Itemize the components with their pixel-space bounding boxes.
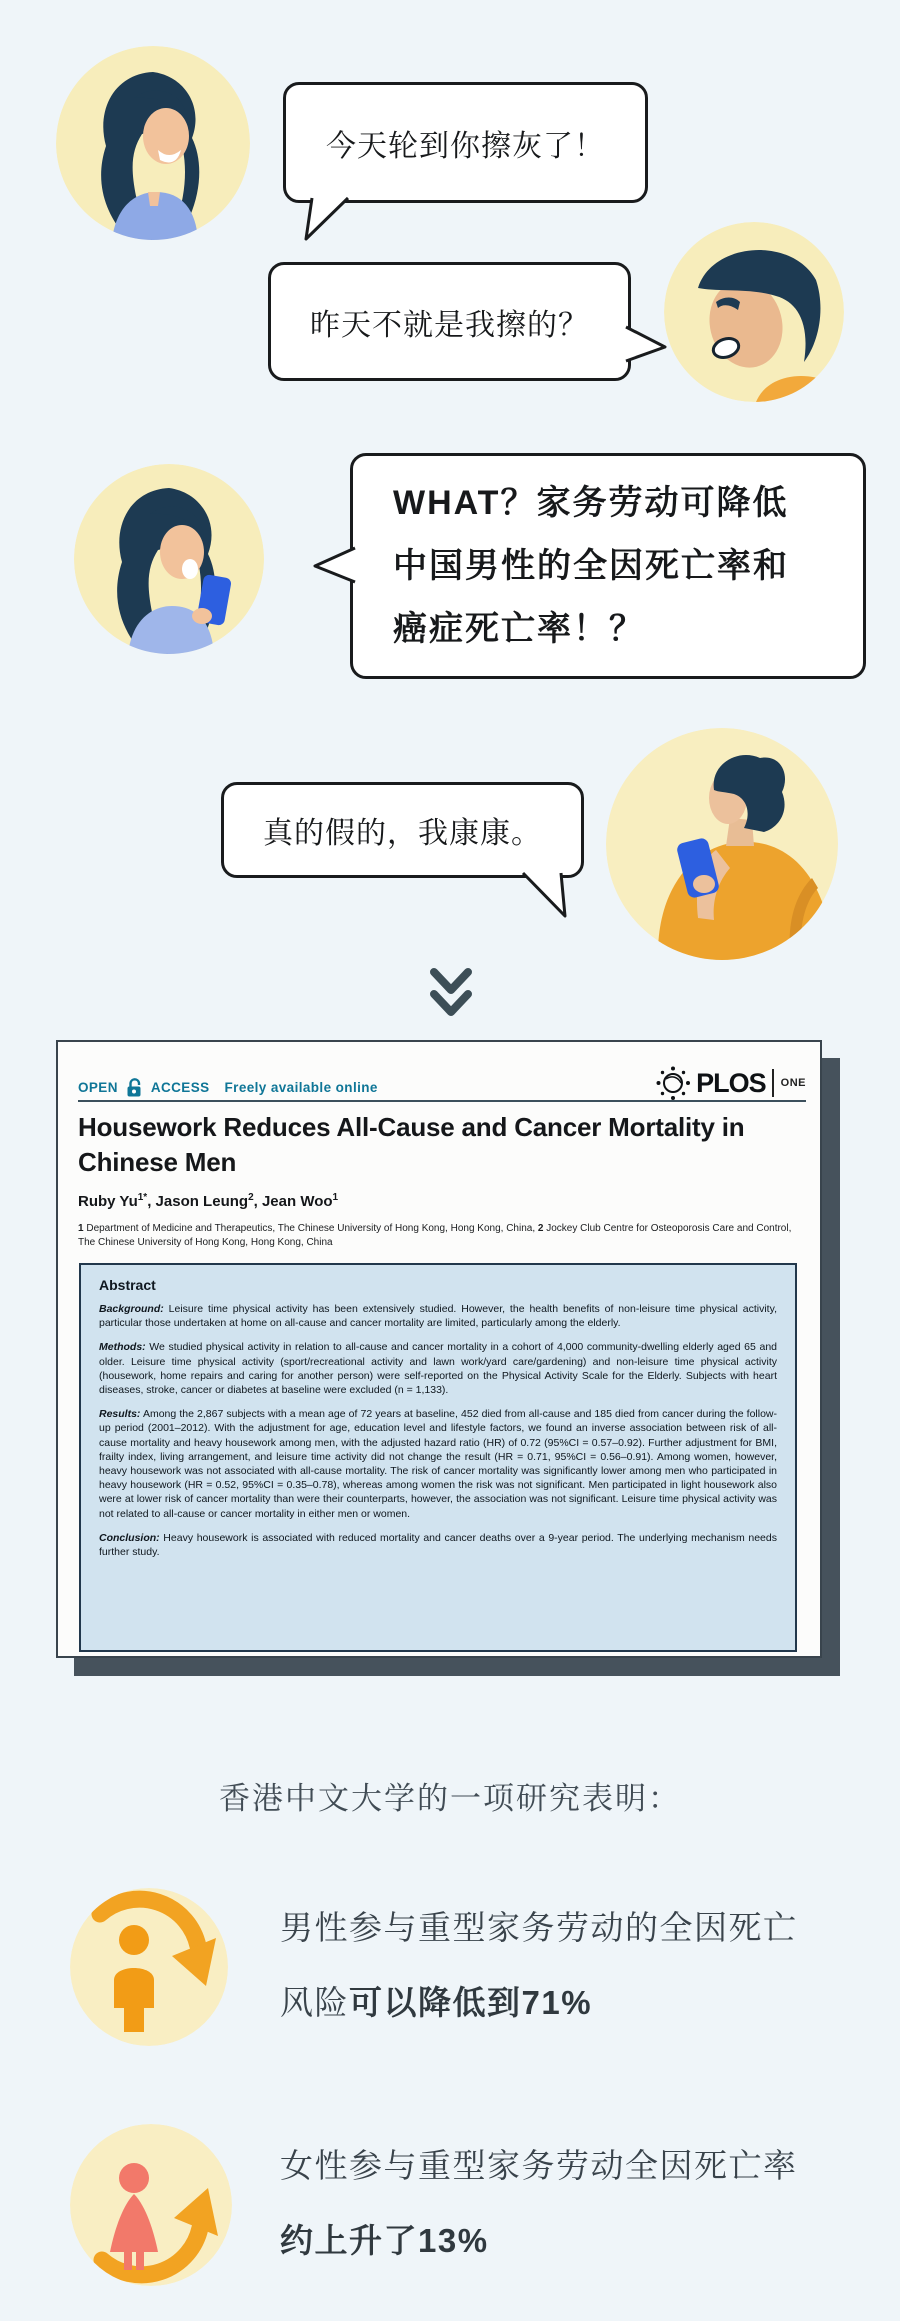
- abstract-box: [79, 1263, 797, 1652]
- stat-women-line-2-bold: 约上升了13%: [280, 2222, 489, 2259]
- bubble-1-tail: [304, 196, 350, 242]
- stat-women-line-2: [280, 2203, 870, 2278]
- affiliation-1-text: Department of Medicine and Therapeutics, The Chinese University of Hong Kong, Hong Kong, China,: [83, 1223, 538, 1234]
- findings-heading: 香港中文大学的一项研究表明：: [219, 1781, 681, 1816]
- plos-wordmark: PLOS: [696, 1067, 766, 1098]
- man-avatar: [664, 222, 844, 402]
- chat-bubble-2: [268, 262, 631, 381]
- author-1: Ruby Yu: [78, 1193, 138, 1210]
- man-phone-avatar: [606, 728, 838, 960]
- author-3-sup: 1: [332, 1192, 339, 1203]
- author-1-sup: 1*: [137, 1192, 148, 1203]
- paper-title-line-1: Housework Reduces All-Cause and Cancer Mortality in: [78, 1112, 745, 1142]
- woman-phone-illustration: [74, 464, 264, 654]
- abstract-heading: Abstract: [99, 1277, 156, 1293]
- background-label: Background:: [99, 1303, 164, 1315]
- author-2: , Jason Leung: [147, 1193, 249, 1210]
- stat-women: [280, 2128, 870, 2278]
- affiliation-2-number: 2: [537, 1223, 544, 1234]
- conclusion-label: Conclusion:: [99, 1531, 160, 1544]
- bubble-3-line-1: WHAT？家务劳动可降低: [393, 483, 789, 522]
- bubble-4-tail: [517, 871, 569, 919]
- affiliation-1-number: 1: [78, 1223, 84, 1234]
- bubble-4-text: 真的假的，我康康。: [263, 817, 542, 850]
- paper-card: [56, 1040, 822, 1658]
- author-3: , Jean Woo: [253, 1193, 333, 1210]
- stat-women-line-1: 女性参与重型家务劳动全因死亡率: [280, 2147, 798, 2184]
- man-illustration: [664, 222, 844, 402]
- affiliation-2-text: Jockey Club Centre for Osteoporosis Care and Control, The Chinese University of Hong Kong, Hong Kong, China: [78, 1223, 792, 1248]
- header-rule: [78, 1100, 806, 1102]
- stat-men-line-2: [280, 1965, 870, 2040]
- plos-divider: [772, 1069, 774, 1097]
- open-access-tagline: Freely available online: [224, 1080, 378, 1095]
- results-text: Among the 2,867 subjects with a mean age of 72 years at baseline, 452 died from all-cause and 185 died from cancer during the follow-up period (2001–2012). With the adjustment for age, education level and lifestyle factors, we found an inverse association between risk of all-cause mortality and heavy housework among men, with the adjusted hazard ratio (HR) of 0.72 (95%CI = 0.57–0.92). Further adjustment for BMI, frailty index, living arrangement, and leisure time activity did not change the result (HR = 0.71, 95%CI = 0.56–0.91). Among women, however, heavy housework was not associated with all-cause mortality. The risk of cancer mortality was significantly lower among men who participated in heavy housework (HR = 0.52, 95%CI = 0.35–0.78), whereas among women the risk was not significant. Men participated in light housework also were at lower risk of cancer mortality than were their counterparts, however, the association was not significant. Leisure time physical activity was not related to all-cause or cancer mortality in either men or women.: [99, 1408, 777, 1520]
- conclusion-text: Heavy housework is associated with reduced mortality and cancer deaths over a 9-year period. The underlying mechanism needs further study.: [99, 1531, 777, 1559]
- bubble-1-text: 今天轮到你擦灰了！: [326, 129, 605, 163]
- bubble-3-line-2: 中国男性的全因死亡率和: [393, 546, 789, 585]
- double-chevron-down-icon: [428, 966, 474, 1027]
- methods-text: We studied physical activity in relation to all-cause and cancer mortality in a cohort of 4,000 community-dwelling elderly aged 65 and older. Leisure time physical activity (sport/recreational activity and lawn work/yard care/gardening) and non-leisure time physical activity (housework, home repairs and caring for another person) were self-reported on the Physical Activity Scale for the Elderly. Subjects with heart diseases, stroke, cancer or diabetes at baseline were excluded (n = 1,133).: [99, 1341, 777, 1397]
- man-phone-illustration: [606, 728, 838, 960]
- stat-men-line-2-bold: 可以降低到71%: [349, 1984, 593, 2021]
- chat-bubble-3: [350, 453, 866, 679]
- chat-bubble-4: [221, 782, 584, 878]
- bubble-2-text: 昨天不就是我擦的？: [310, 308, 589, 342]
- paper-title-line-2: Chinese Men: [78, 1147, 237, 1177]
- bubble-3-line-3: 癌症死亡率！？: [393, 609, 645, 648]
- methods-label: Methods:: [99, 1341, 146, 1354]
- male-decrease-icon: [70, 1888, 228, 2046]
- plos-logo-icon: [654, 1064, 692, 1102]
- bubble-3-tail: [312, 544, 357, 586]
- paper-affiliations: [78, 1222, 802, 1250]
- results-label: Results:: [99, 1408, 141, 1421]
- stat-men: [280, 1890, 870, 2040]
- open-access-open-label: OPEN: [78, 1080, 118, 1095]
- abstract-methods: [99, 1340, 777, 1397]
- open-access-access-label: ACCESS: [150, 1080, 210, 1095]
- open-lock-icon: [125, 1076, 144, 1099]
- woman-phone-avatar: [74, 464, 264, 654]
- stat-men-line-2-regular: 风险: [280, 1984, 349, 2021]
- woman-illustration: [56, 46, 250, 240]
- author-2-sup: 2: [248, 1192, 254, 1203]
- plos-one-logo: [654, 1064, 806, 1102]
- paper-title: [78, 1110, 808, 1180]
- chat-bubble-1: [283, 82, 648, 203]
- bubble-2-tail: [624, 323, 668, 365]
- woman-avatar: [56, 46, 250, 240]
- plos-one-label: ONE: [780, 1077, 806, 1089]
- background-text: Leisure time physical activity has been extensively studied. However, the health benefits of non-leisure time physical activity, particular those undertaken at home on all-cause and cancer mortality are limited, particularly among the elderly.: [99, 1303, 777, 1330]
- open-access-row: [78, 1076, 378, 1099]
- paper-header: [78, 1068, 806, 1102]
- abstract-conclusion: [99, 1531, 777, 1559]
- abstract-background: [99, 1302, 777, 1330]
- paper-authors: [78, 1192, 338, 1210]
- female-increase-icon: [70, 2124, 232, 2286]
- abstract-results: [99, 1407, 777, 1521]
- stat-men-line-1: 男性参与重型家务劳动的全因死亡: [280, 1909, 798, 1946]
